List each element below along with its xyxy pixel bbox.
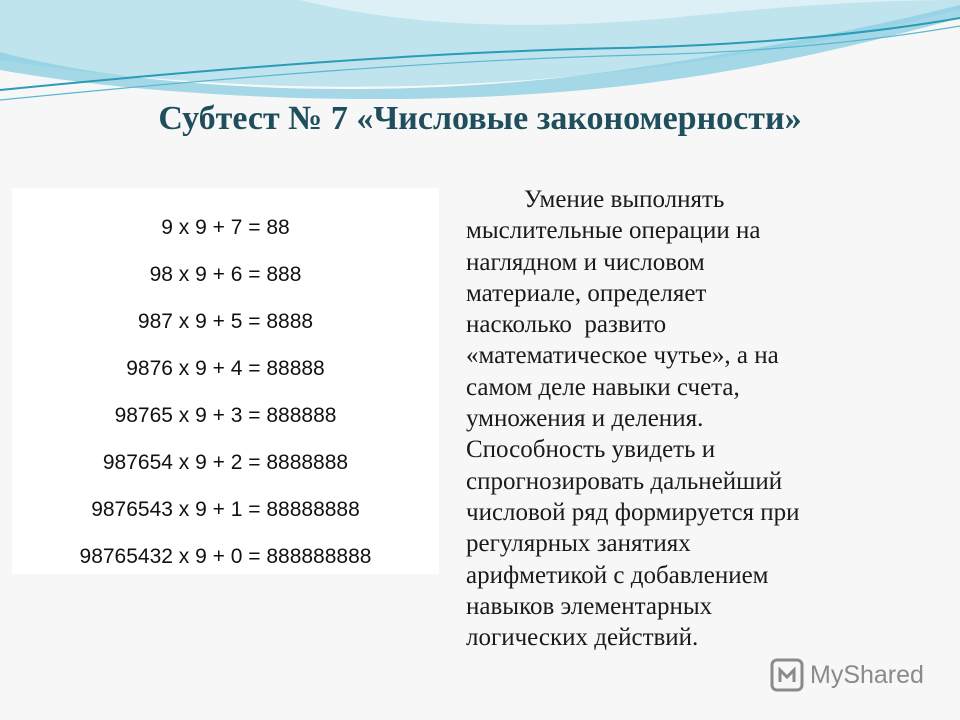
watermark-label: MyShared xyxy=(810,660,924,689)
description-line: Способность увидеть и xyxy=(466,436,716,464)
description-line: «математическое чутье», а на xyxy=(466,342,779,370)
equation-line: 98 x 9 + 6 = 888 xyxy=(149,263,302,286)
equation-line: 98765 x 9 + 3 = 888888 xyxy=(114,404,337,427)
description-line: умножения и деления. xyxy=(466,405,704,433)
equation-line: 9876 x 9 + 4 = 88888 xyxy=(126,357,325,380)
description-line: наглядном и числовом xyxy=(466,248,705,276)
myshared-logo-icon xyxy=(770,658,804,692)
description-line: самом деле навыки счета, xyxy=(466,373,740,401)
equations-panel xyxy=(12,188,439,574)
equations-list xyxy=(12,212,439,588)
description-line: насколько развито xyxy=(466,311,667,339)
description-line: материале, определяет xyxy=(466,279,707,307)
slide-title: Субтест № 7 «Числовые закономерности» xyxy=(158,100,802,137)
description-line: мыслительные операции на xyxy=(466,217,761,245)
description-line: логических действий. xyxy=(466,624,699,652)
myshared-watermark xyxy=(770,657,924,693)
equation-line: 987 x 9 + 5 = 8888 xyxy=(137,310,314,333)
equation-line: 9876543 x 9 + 1 = 88888888 xyxy=(91,498,360,521)
description-paragraph xyxy=(466,184,906,653)
equation-line: 9 x 9 + 7 = 88 xyxy=(161,216,290,239)
equation-line: 98765432 x 9 + 0 = 888888888 xyxy=(79,545,372,568)
description-line: числовой ряд формируется при xyxy=(466,498,800,526)
description-line: регулярных занятиях xyxy=(466,530,691,558)
description-line: спрогнозировать дальнейший xyxy=(466,467,783,495)
description-line: Умение выполнять xyxy=(524,186,725,213)
description-line: арифметикой с добавлением xyxy=(466,561,769,589)
equation-line: 987654 x 9 + 2 = 8888888 xyxy=(102,451,349,474)
description-line: навыков элементарных xyxy=(466,592,713,620)
